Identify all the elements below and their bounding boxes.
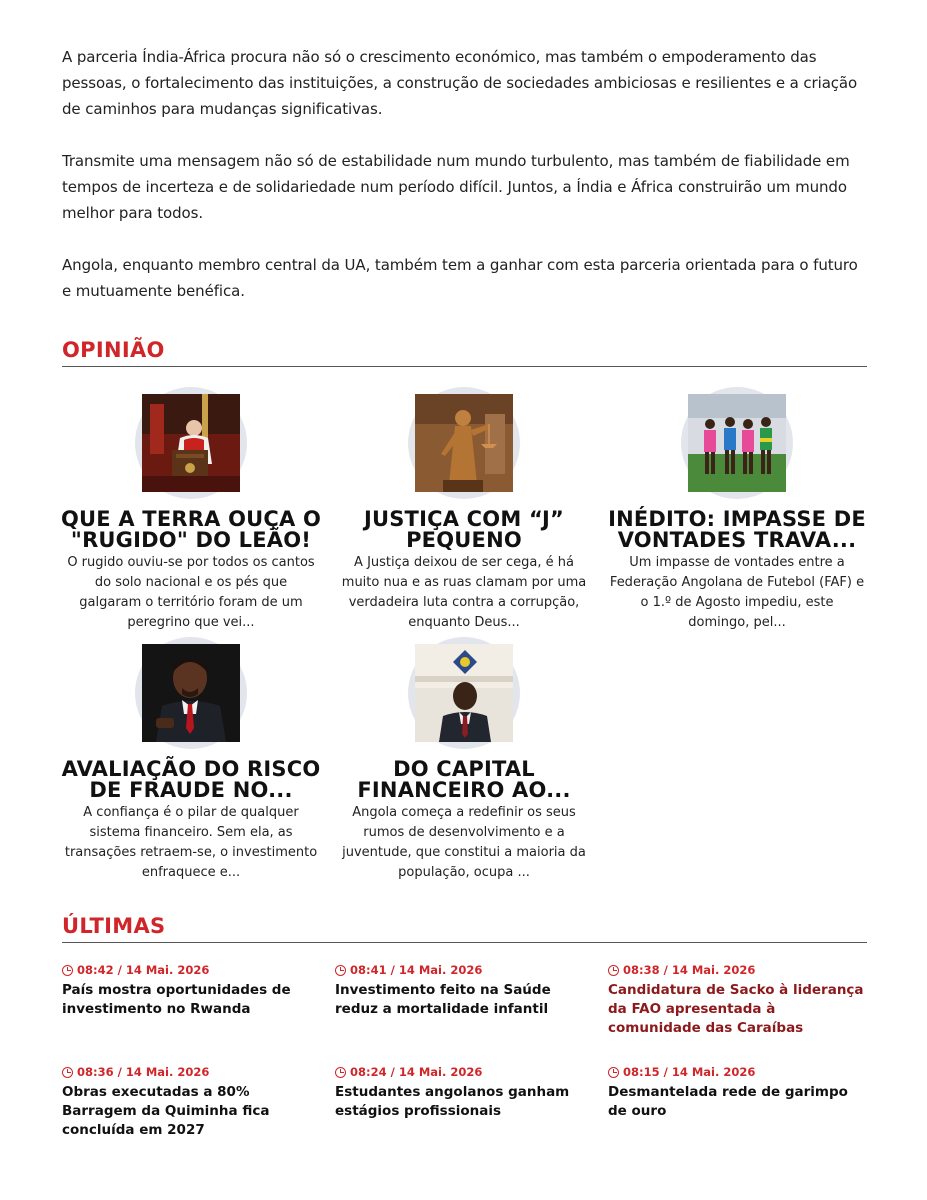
clock-icon xyxy=(62,1067,73,1078)
clock-icon xyxy=(62,965,73,976)
news-item[interactable] xyxy=(335,963,597,1019)
avatar-ring xyxy=(681,387,793,499)
news-title-link[interactable]: Investimento feito na Saúde reduz a mortalidade infantil xyxy=(335,982,551,1017)
news-timestamp xyxy=(608,963,870,977)
news-item[interactable] xyxy=(62,963,324,1019)
news-time-text: 08:38 / 14 Mai. 2026 xyxy=(623,963,756,977)
latest-section-header xyxy=(62,914,867,943)
opinion-excerpt: O rugido ouviu-se por todos os cantos do solo nacional e os pés que galgaram o território foram de um peregrino que vei... xyxy=(67,555,315,630)
news-title-link[interactable]: Candidatura de Sacko à liderança da FAO apresentada à comunidade das Caraíbas xyxy=(608,982,864,1036)
news-timestamp xyxy=(335,963,597,977)
avatar-ring xyxy=(135,637,247,749)
opinion-card[interactable] xyxy=(56,387,326,630)
news-time-text: 08:24 / 14 Mai. 2026 xyxy=(350,1065,483,1079)
man-in-suit-photo-icon[interactable] xyxy=(142,644,240,742)
news-time-text: 08:15 / 14 Mai. 2026 xyxy=(623,1065,756,1079)
pope-at-podium-photo-icon[interactable] xyxy=(142,394,240,492)
avatar-ring xyxy=(408,637,520,749)
opinion-excerpt: Um impasse de vontades entre a Federação Angolana de Futebol (FAF) e o 1.º de Agosto impediu, este domingo, pel... xyxy=(609,555,865,630)
news-title-link[interactable]: Obras executadas a 80% Barragem da Quiminha fica concluída em 2027 xyxy=(62,1084,270,1138)
article-paragraph: Angola, enquanto membro central da UA, também tem a ganhar com esta parceria orientada para o futuro e mutuamente benéfica. xyxy=(62,256,858,300)
news-item[interactable] xyxy=(62,1065,324,1140)
opinion-title[interactable]: INÉDITO: IMPASSE DE VONTADES TRAVA... xyxy=(608,507,866,552)
opinion-card[interactable] xyxy=(329,637,599,880)
opinion-title[interactable]: AVALIAÇÃO DO RISCO DE FRAUDE NO... xyxy=(61,757,321,802)
lady-justice-statue-photo-icon[interactable] xyxy=(415,394,513,492)
avatar-ring xyxy=(135,387,247,499)
section-heading-opiniao[interactable]: OPINIÃO xyxy=(62,338,165,362)
opinion-title[interactable]: DO CAPITAL FINANCEIRO AO... xyxy=(357,757,571,802)
news-timestamp xyxy=(608,1065,870,1079)
news-timestamp xyxy=(335,1065,597,1079)
section-heading-ultimas[interactable]: ÚLTIMAS xyxy=(62,914,166,938)
opinion-title[interactable]: QUE A TERRA OUÇA O "RUGIDO" DO LEÃO! xyxy=(60,507,322,552)
opinion-card[interactable] xyxy=(56,637,326,880)
news-time-text: 08:36 / 14 Mai. 2026 xyxy=(77,1065,210,1079)
clock-icon xyxy=(335,965,346,976)
news-item[interactable] xyxy=(608,1065,870,1121)
news-time-text: 08:42 / 14 Mai. 2026 xyxy=(77,963,210,977)
opinion-card[interactable] xyxy=(329,387,599,630)
clock-icon xyxy=(335,1067,346,1078)
opinion-card[interactable] xyxy=(602,387,872,630)
news-item[interactable] xyxy=(608,963,870,1038)
clock-icon xyxy=(608,965,619,976)
article-body xyxy=(62,44,862,330)
man-at-conference-photo-icon[interactable] xyxy=(415,644,513,742)
news-title-link[interactable]: Desmantelada rede de garimpo de ouro xyxy=(608,1084,848,1119)
avatar-ring xyxy=(408,387,520,499)
news-title-link[interactable]: Estudantes angolanos ganham estágios profissionais xyxy=(335,1084,570,1119)
news-title-link[interactable]: País mostra oportunidades de investimento no Rwanda xyxy=(62,982,291,1017)
article-paragraph: A parceria Índia-África procura não só o crescimento económico, mas também o empoderamento das pessoas, o fortalecimento das instituições, a construção de sociedades ambiciosas e resilientes e a criação de caminhos para mudanças significativas. xyxy=(62,48,858,118)
article-paragraph: Transmite uma mensagem não só de estabilidade num mundo turbulento, mas também de fiabilidade em tempos de incerteza e de solidariedade num período difícil. Juntos, a Índia e África construirão um mundo melhor para todos. xyxy=(62,152,850,222)
football-players-photo-icon[interactable] xyxy=(688,394,786,492)
news-time-text: 08:41 / 14 Mai. 2026 xyxy=(350,963,483,977)
opinion-section-header xyxy=(62,338,867,367)
opinion-excerpt: A confiança é o pilar de qualquer sistema financeiro. Sem ela, as transações retraem-se, o investimento enfraquece e... xyxy=(64,805,318,880)
clock-icon xyxy=(608,1067,619,1078)
opinion-title[interactable]: JUSTIÇA COM “J” PEQUENO xyxy=(363,507,565,552)
news-item[interactable] xyxy=(335,1065,597,1121)
opinion-excerpt: Angola começa a redefinir os seus rumos de desenvolvimento e a juventude, que constitui a maioria da população, ocupa ... xyxy=(342,805,586,880)
opinion-excerpt: A Justiça deixou de ser cega, é há muito nua e as ruas clamam por uma verdadeira luta contra a corrupção, enquanto Deus... xyxy=(341,555,587,630)
news-timestamp xyxy=(62,1065,324,1079)
news-timestamp xyxy=(62,963,324,977)
